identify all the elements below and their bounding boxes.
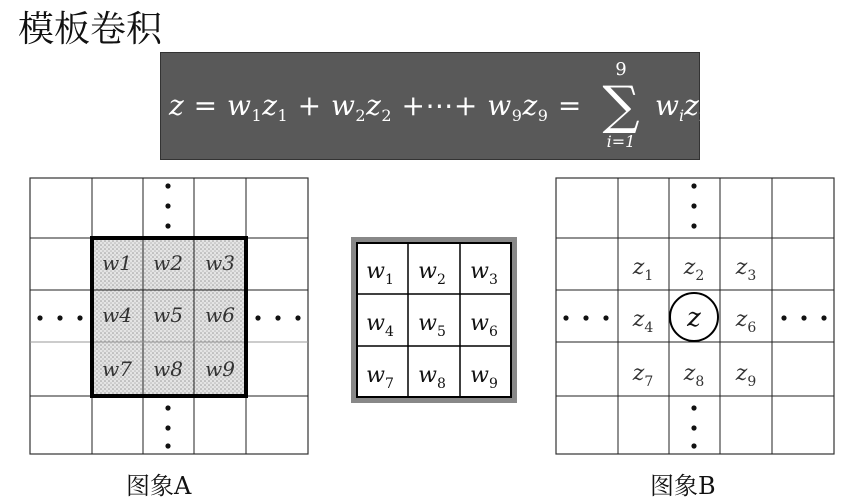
formula-right: $w_iz_i$ bbox=[655, 89, 704, 125]
image-b-z: z bbox=[683, 255, 696, 280]
image-b-sub: 7 bbox=[644, 374, 654, 390]
mask-label: w3 bbox=[205, 251, 235, 275]
slide-title: 模板卷积 bbox=[18, 9, 163, 50]
mask-label: w1 bbox=[102, 251, 132, 275]
image-b-sub: 9 bbox=[747, 374, 757, 390]
template-w: w bbox=[470, 363, 489, 388]
image-b-caption: 图象B bbox=[650, 472, 716, 500]
mask-label: w2 bbox=[153, 251, 183, 275]
image-b-z: z bbox=[735, 361, 748, 386]
image-b-grid bbox=[556, 178, 834, 454]
template-w: w bbox=[470, 311, 489, 336]
image-b-sub: 2 bbox=[695, 268, 705, 284]
template-w: w bbox=[470, 259, 489, 284]
image-b-z: z bbox=[735, 307, 748, 332]
image-b-z: z bbox=[632, 361, 645, 386]
image-b-sub: 4 bbox=[644, 320, 654, 336]
template-sub: 9 bbox=[488, 376, 498, 392]
template-sub: 2 bbox=[436, 272, 446, 288]
image-b-z: z bbox=[683, 361, 696, 386]
mask-label: w7 bbox=[102, 357, 132, 381]
template-sub: 8 bbox=[436, 376, 446, 392]
template-grid bbox=[354, 240, 514, 400]
image-b-z: z bbox=[735, 255, 748, 280]
image-b-z: z bbox=[632, 307, 645, 332]
template-sub: 3 bbox=[488, 272, 498, 288]
mask-label: w4 bbox=[102, 303, 132, 327]
template-w: w bbox=[366, 363, 385, 388]
template-sub: 1 bbox=[384, 272, 394, 288]
image-b-sub: 6 bbox=[747, 320, 757, 336]
center-z: z bbox=[687, 303, 701, 333]
template-w: w bbox=[366, 311, 385, 336]
sigma-sum: 9 ∑ i=1 bbox=[602, 59, 640, 151]
formula-left: $z = w_1z_1 + w_2z_2$ +⋯+ $w_9z_9$ = bbox=[169, 89, 582, 125]
mask-label: w9 bbox=[205, 357, 235, 381]
image-b-z: z bbox=[632, 255, 645, 280]
image-a-grid bbox=[30, 178, 308, 454]
mask-label: w6 bbox=[205, 303, 235, 327]
template-sub: 6 bbox=[488, 324, 498, 340]
mask-label: w5 bbox=[153, 303, 183, 327]
template-sub: 7 bbox=[384, 376, 394, 392]
template-sub: 5 bbox=[436, 324, 446, 340]
image-b-sub: 1 bbox=[644, 268, 654, 284]
template-w: w bbox=[418, 363, 437, 388]
image-b-sub: 3 bbox=[747, 268, 757, 284]
mask-label: w8 bbox=[153, 357, 183, 381]
template-sub: 4 bbox=[384, 324, 394, 340]
template-w: w bbox=[418, 259, 437, 284]
template-w: w bbox=[418, 311, 437, 336]
image-a-caption: 图象A bbox=[126, 472, 192, 500]
template-w: w bbox=[366, 259, 385, 284]
image-b-sub: 8 bbox=[695, 374, 705, 390]
